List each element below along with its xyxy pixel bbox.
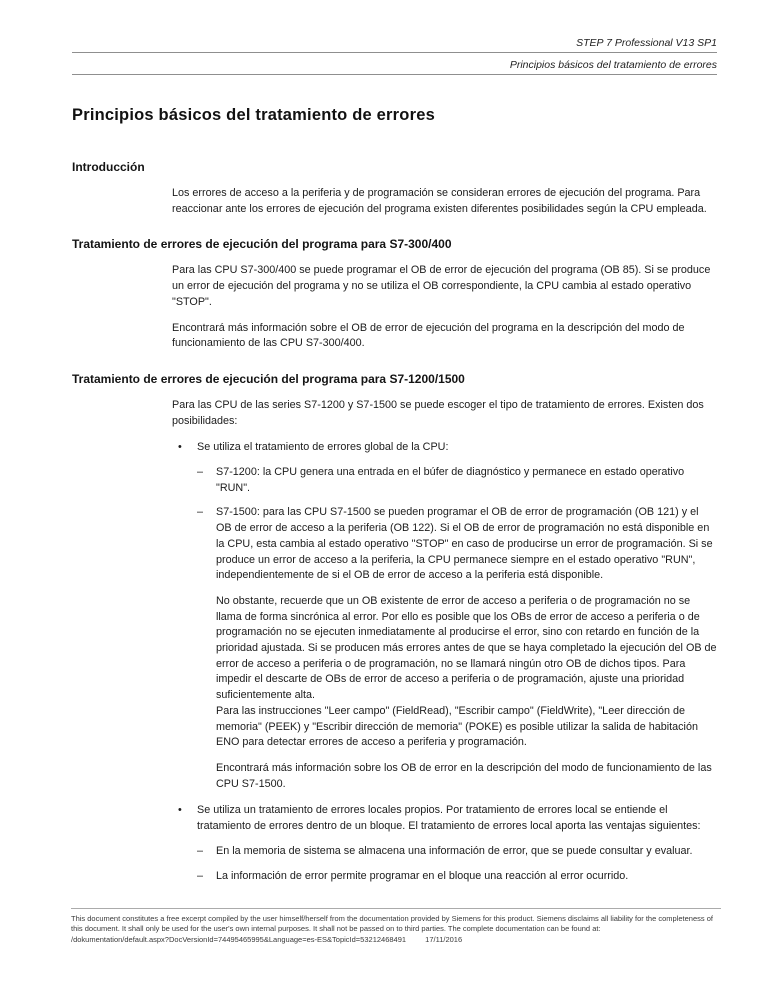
dash-icon: – — [197, 506, 204, 519]
page-title: Principios básicos del tratamiento de errores — [72, 106, 435, 124]
error-reaction-advantage-text: La información de error permite programar en el bloque una reacción al error ocurrido. — [216, 869, 629, 882]
bullet-icon: • — [178, 441, 182, 454]
header-rule-top — [72, 52, 717, 53]
more-info-note-text: Encontrará más información sobre los OB de error en la descripción del modo de funcionamiento de las CPU S7-1500. — [216, 761, 712, 790]
s7-1200-1500-body — [172, 398, 717, 884]
s7-300-400-paragraph-2: Encontrará más información sobre el OB de error de ejecución del programa en la descripción del modo de funcionamiento de las CPU S7-300/400. — [172, 321, 685, 350]
dash-icon: – — [197, 869, 204, 882]
s7-1200-1500-intro-paragraph: Para las CPU de las series S7-1200 y S7-1500 se puede escoger el tipo de tratamiento de errores. Existen dos posibilidades: — [172, 398, 704, 427]
list-item-content — [197, 803, 717, 884]
cpu-sublist — [197, 465, 717, 584]
ob-note-block — [216, 594, 717, 792]
footer-doc-url: /dokumentation/default.aspx?DocVersionId=74495465995&Language=es-ES&TopicId=53212468491 — [71, 934, 407, 944]
section-introduccion — [0, 160, 768, 217]
global-handling-text: Se utiliza el tratamiento de errores global de la CPU: — [197, 441, 449, 454]
sublist-item-s7-1500 — [197, 505, 717, 584]
sublist-item-s7-1200 — [197, 465, 717, 496]
section-s7-1200-1500 — [0, 372, 768, 884]
advantages-sublist — [197, 844, 717, 884]
list-item-content — [197, 440, 717, 792]
local-handling-text: Se utiliza un tratamiento de errores locales propios. Por tratamiento de errores local se entiende el tratamiento de errores dentro de un bloque. El tratamiento de errores local aporta las ventajas siguientes: — [197, 804, 701, 833]
section-s7-300-400 — [0, 237, 768, 352]
header-chapter-name: Principios básicos del tratamiento de errores — [509, 59, 717, 71]
s7-300-400-paragraph-1: Para las CPU S7-300/400 se puede programar el OB de error de ejecución del programa (OB 85). Si se produce un error de ejecución del programa y no se utiliza el OB correspondiente, la CPU cambia al estado operativo "STOP". — [172, 264, 711, 308]
footer-date: 17/11/2016 — [425, 934, 463, 944]
list-item-local-error-handling — [172, 803, 717, 884]
page-footer — [71, 908, 721, 945]
options-list — [172, 440, 717, 884]
header-rule-bottom — [72, 74, 717, 75]
s7-300-400-heading: Tratamiento de errores de ejecución del programa para S7-300/400 — [72, 237, 452, 252]
intro-paragraph: Los errores de acceso a la periferia y de programación se consideran errores de ejecución del programa. Para reaccionar ante los errores de ejecución del programa existen diferentes posibilidades según la CPU empleada. — [172, 187, 707, 215]
footer-source-line — [71, 935, 721, 945]
system-memory-advantage-text: En la memoria de sistema se almacena una información de error, que se puede consultar y evaluar. — [216, 844, 693, 857]
header-product-name: STEP 7 Professional V13 SP1 — [576, 37, 717, 49]
bullet-icon: • — [178, 804, 182, 817]
instructions-eno-note-text: Para las instrucciones "Leer campo" (FieldRead), "Escribir campo" (FieldWrite), "Leer dirección de memoria" (PEEK) y "Escribir dirección de memoria" (POKE) es posible utilizar la salida de habitación ENO para detectar errores de acceso a periferia y programación. — [216, 704, 698, 749]
list-item-global-error-handling — [172, 440, 717, 792]
sublist-item-system-memory — [197, 844, 717, 860]
dash-icon: – — [197, 844, 204, 857]
s7-1200-behavior-text: S7-1200: la CPU genera una entrada en el búfer de diagnóstico y permanece en estado operativo "RUN". — [216, 466, 685, 494]
s7-1200-1500-heading: Tratamiento de errores de ejecución del programa para S7-1200/1500 — [72, 371, 465, 386]
s7-1500-behavior-text: S7-1500: para las CPU S7-1500 se pueden programar el OB de error de programación (OB 121) y el OB de error de acceso a la periferia (OB 122). Si el OB de error de programación no está disponible en la CPU, esta cambia al estado operativo "STOP" en caso de producirse un error de programación. Si se produce un error de acceso a la periferia, la CPU permanece siempre en el estado operativo "RUN", independientemente de si el OB de error de acceso a la periferia está disponible. — [216, 506, 713, 582]
s7-300-400-body — [172, 263, 717, 352]
footer-rule — [71, 908, 721, 909]
sublist-item-error-reaction — [197, 869, 717, 885]
dash-icon: – — [197, 466, 204, 479]
intro-body — [172, 186, 717, 217]
running-header — [0, 0, 768, 75]
ob-async-note-text: No obstante, recuerde que un OB existente de error de acceso a periferia o de programación no se llama de forma sincrónica al error. Por ello es posible que los OBs de error de acceso a periferia o de programación no se ejecuten inmediatamente al producirse el error, sino con retardo en función de la prioridad ajustada. Si se producen más errores antes de que se haya completado la ejecución del OB de error de acceso a periferia o de programación, no se llamará ningún otro OB de dichos tipos. Para impedir el descarte de OBs de error de acceso a periferia o de programación, ajuste una prioridad suficientemente alta. — [216, 594, 717, 702]
intro-heading: Introducción — [72, 160, 145, 174]
footer-disclaimer-text: This document constitutes a free excerpt compiled by the user himself/herself from the documentation provided by Siemens for this product. Siemens disclaims all liability for the completeness of this document. It shall only be used for the user's own internal purposes. It shall not be passed on to third parties. The complete documentation can be found at: — [71, 914, 713, 934]
